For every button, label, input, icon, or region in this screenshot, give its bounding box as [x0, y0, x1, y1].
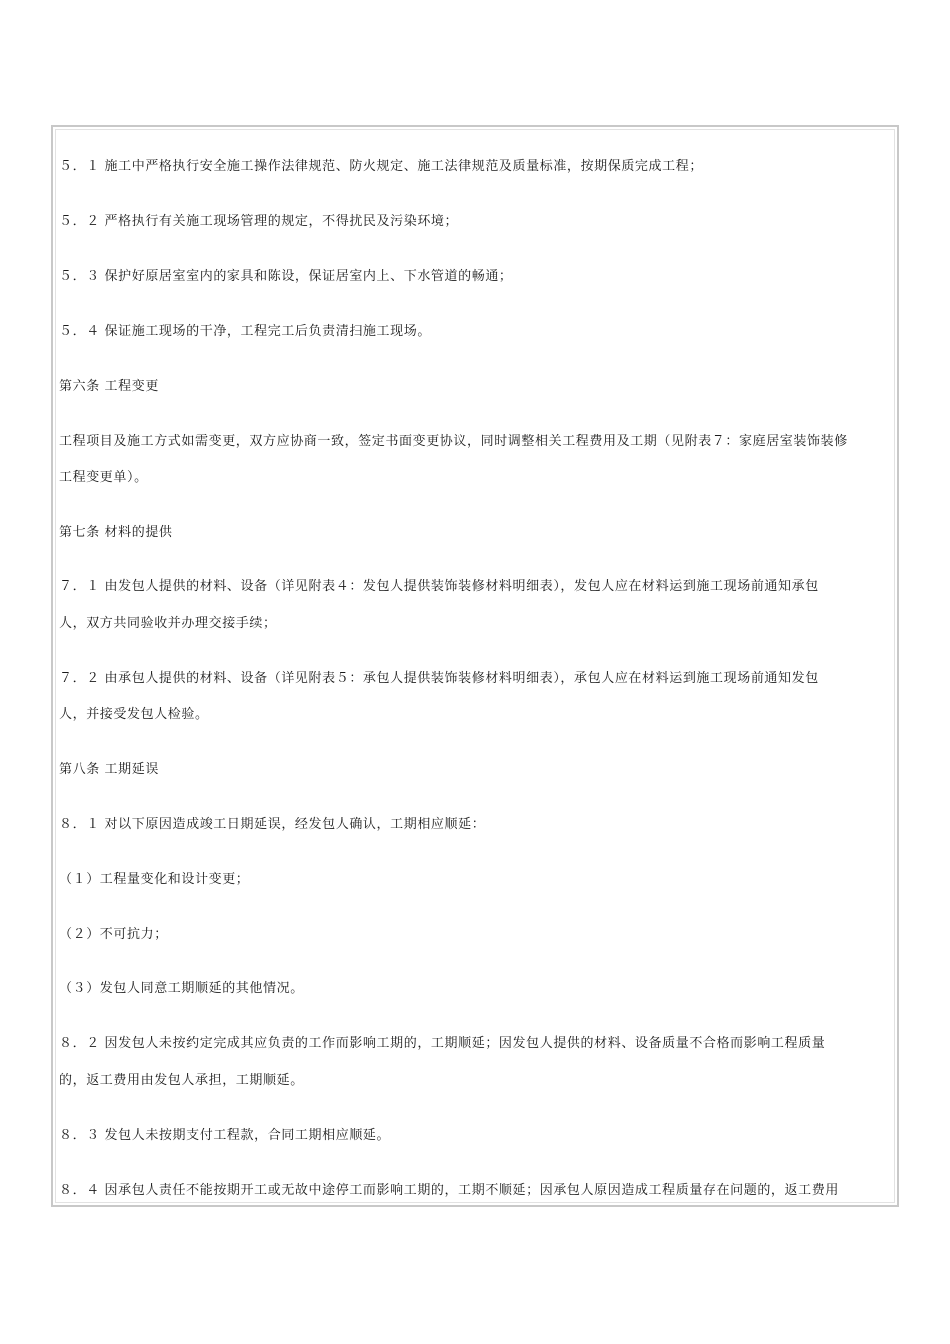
- clause-8-3: ８．３ 发包人未按期支付工程款，合同工期相应顺延。: [59, 1128, 391, 1143]
- clause-8-4: ８．４ 因承包人责任不能按期开工或无故中途停工而影响工期的，工期不顺延；因承包人原因造成工程质量存在问题的，返工费用: [59, 1183, 839, 1198]
- clause-5-2: ５．２ 严格执行有关施工现场管理的规定，不得扰民及污染环境；: [59, 214, 459, 229]
- clause-5-1: ５．１ 施工中严格执行安全施工操作法律规范、防火规定、施工法律规范及质量标准，按期保质完成工程；: [59, 159, 703, 174]
- clause-7-1-cont: 人，双方共同验收并办理交接手续；: [59, 616, 277, 631]
- article-7-heading: 第七条 材料的提供: [59, 525, 173, 540]
- article-6-text-cont: 工程变更单）。: [59, 470, 148, 485]
- clause-8-1-item-1: （１）工程量变化和设计变更；: [59, 872, 250, 887]
- clause-5-4: ５．４ 保证施工现场的干净，工程完工后负责清扫施工现场。: [59, 324, 431, 339]
- clause-8-1: ８．１ 对以下原因造成竣工日期延误，经发包人确认，工期相应顺延：: [59, 817, 486, 832]
- clause-7-1: ７．１ 由发包人提供的材料、设备（详见附表４：发包人提供装饰装修材料明细表），发包人应在材料运到施工现场前通知承包: [59, 579, 819, 594]
- clause-8-2: ８．２ 因发包人未按约定完成其应负责的工作而影响工期的，工期顺延；因发包人提供的材料、设备质量不合格而影响工程质量: [59, 1036, 826, 1051]
- clause-7-2: ７．２ 由承包人提供的材料、设备（详见附表５：承包人提供装饰装修材料明细表），承包人应在材料运到施工现场前通知发包: [59, 671, 819, 686]
- document-frame: [51, 125, 899, 1207]
- clause-8-2-cont: 的，返工费用由发包人承担，工期顺延。: [59, 1073, 304, 1088]
- article-8-heading: 第八条 工期延误: [59, 762, 159, 777]
- clause-7-2-cont: 人，并接受发包人检验。: [59, 707, 209, 722]
- clause-5-3: ５．３ 保护好原居室室内的家具和陈设，保证居室内上、下水管道的畅通；: [59, 269, 513, 284]
- clause-8-1-item-3: （３）发包人同意工期顺延的其他情况。: [59, 981, 304, 996]
- article-6-heading: 第六条 工程变更: [59, 379, 159, 394]
- clause-8-1-item-2: （２）不可抗力；: [59, 927, 168, 942]
- article-6-text: 工程项目及施工方式如需变更，双方应协商一致，签定书面变更协议，同时调整相关工程费用及工期（见附表７：家庭居室装饰装修: [59, 434, 848, 449]
